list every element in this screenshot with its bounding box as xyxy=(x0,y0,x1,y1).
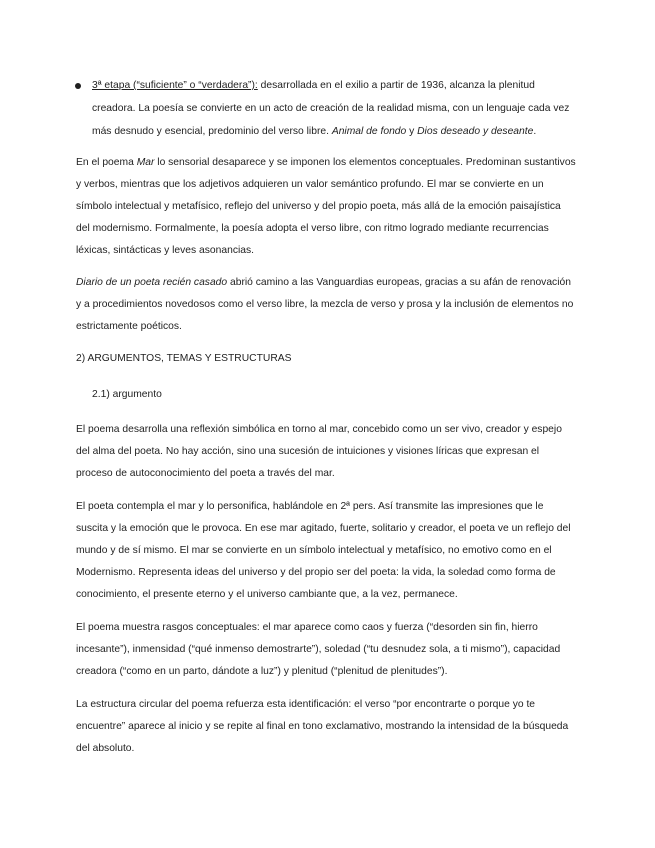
mar-body: lo sensorial desaparece y se imponen los elementos conceptuales. Predominan sustantivos y verbos, mientras que los adjetivos adquieren un valor semántico profundo. El mar se convierte en un símbolo intelectual y metafísico, reflejo del universo y del propio poeta, más allá de la emoción paisajística del modernismo. Formalmente, la poesía adopta el verso libre, con ritmo logrado mediante recurrencias léxicas, sintácticas y leves asonancias. xyxy=(76,157,576,256)
period: . xyxy=(533,126,537,137)
section-heading-2: 2) ARGUMENTOS, TEMAS Y ESTRUCTURAS xyxy=(76,353,292,364)
work-title-dios-deseado: Dios deseado y deseante xyxy=(417,126,534,137)
stage-3-text xyxy=(92,74,576,143)
poem-title-mar: Mar xyxy=(136,157,155,168)
diario-body: abrió camino a las Vanguardias europeas, gracias a su afán de renovación y a procedimientos novedosos como el verso libre, la mezcla de verso y prosa y la inclusión de elementos no estrictamente poéticos. xyxy=(76,277,574,332)
mar-intro: En el poema xyxy=(76,157,137,168)
work-title-animal-de-fondo: Animal de fondo xyxy=(331,126,407,137)
paragraph-mar xyxy=(76,152,576,262)
paragraph-contempla: El poeta contempla el mar y lo personifica, hablándole en 2ª pers. Así transmite las impresiones que le suscita y la emoción que le provoca. En ese mar agitado, fuerte, solitario y creador, el poeta ve un reflejo del mundo y de sí mismo. El mar se convierte en un símbolo intelectual y metafísico, no emotivo como en el Modernismo. Representa ideas del universo y del propio ser del poeta: la vida, la soledad como forma de conocimiento, el presente eterno y el universo cambiante que, a la vez, permanece. xyxy=(76,501,571,600)
stage-3-description: desarrollada en el exilio a partir de 1936, alcanza la plenitud creadora. La poesía se convierte en un acto de creación de la realidad misma, con un lenguaje cada vez más desnudo y esencial, predominio del verso libre. xyxy=(92,80,570,137)
stage-3-label: 3ª etapa (“suficiente” o “verdadera”): xyxy=(92,80,258,91)
book-title-diario: Diario de un poeta recién casado xyxy=(76,277,228,288)
subsection-heading-2-1: 2.1) argumento xyxy=(92,389,162,400)
paragraph-reflexion: El poema desarrolla una reflexión simbólica en torno al mar, concebido como un ser vivo, creador y espejo del alma del poeta. No hay acción, sino una sucesión de intuiciones y visiones líricas que expresan el proceso de autoconocimiento del poeta a través del mar. xyxy=(76,424,562,479)
conjunction: y xyxy=(406,126,418,137)
bullet-icon xyxy=(75,83,81,89)
paragraph-diario xyxy=(76,272,576,338)
paragraph-estructura: La estructura circular del poema refuerza esta identificación: el verso “por encontrarte o porque yo te encuentre” aparece al inicio y se repite al final en tono exclamativo, mostrando la intensidad de la búsqueda del absoluto. xyxy=(76,699,569,754)
paragraph-rasgos: El poema muestra rasgos conceptuales: el mar aparece como caos y fuerza (“desorden sin fin, hierro incesante”), inmensidad (“qué inmenso demostrarte”), soledad (“tu desnudez sola, a ti mismo”), capacidad creadora (“como en un parto, dándote a luz”) y plenitud (“plenitud de plenitudes”). xyxy=(76,622,561,677)
